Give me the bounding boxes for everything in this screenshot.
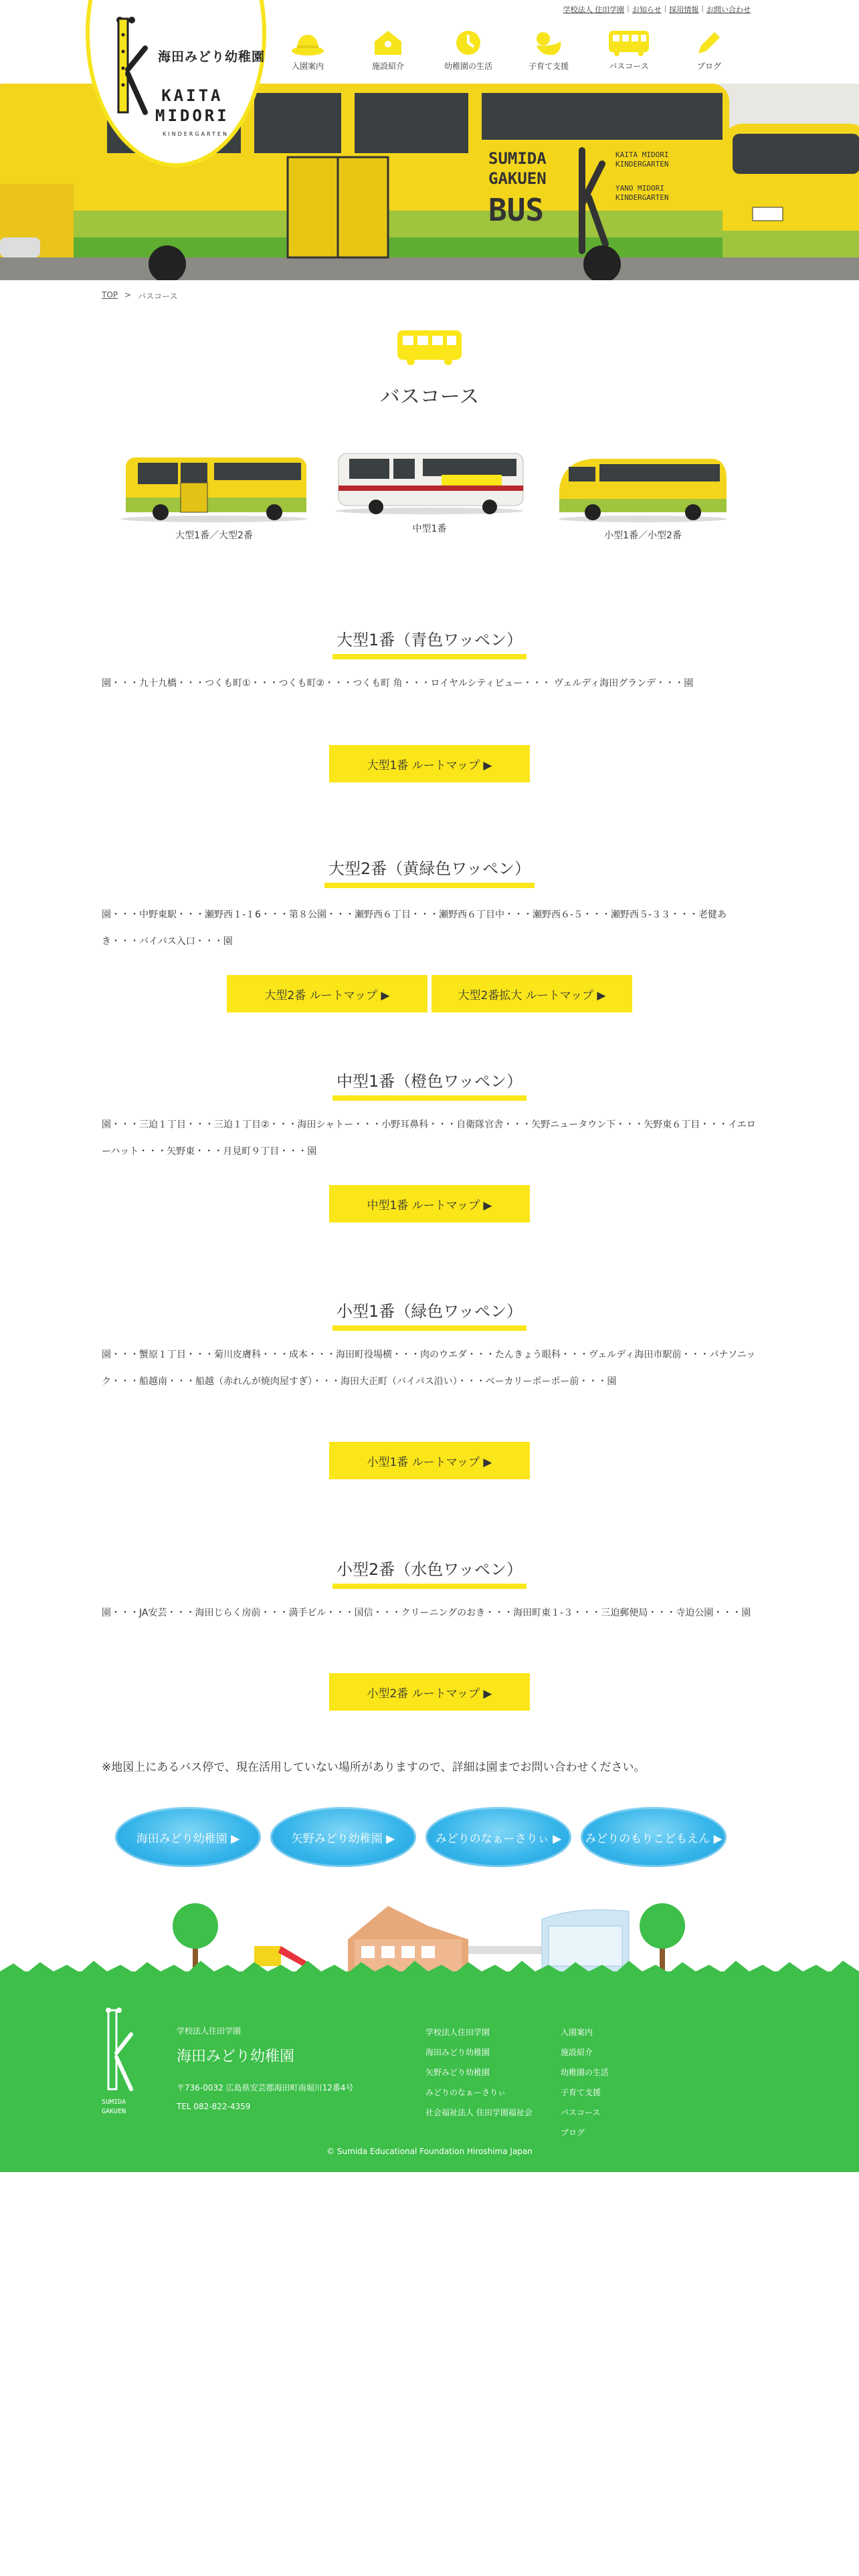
separator: | [701, 4, 704, 13]
route-stops-small-2: 園・・・JA安芸・・・海田じらく房前・・・満手ビル・・・国信・・・クリーニングのおき・・・海田町東１-３・・・三迫郵便局・・・寺迫公園・・・園 [102, 1608, 751, 1618]
svg-text:GAKUEN: GAKUEN [488, 169, 547, 188]
separator: | [627, 4, 630, 13]
logo-en-line: MIDORI [155, 106, 229, 125]
footer-link[interactable]: みどりのなぁーさりぃ [425, 2088, 506, 2097]
footer-link[interactable]: ブログ [561, 2128, 585, 2137]
utility-links [563, 4, 751, 15]
giraffe-logo-icon [110, 15, 151, 115]
bus-icon [607, 29, 650, 56]
nav-label: 施設紹介 [371, 62, 404, 71]
footer-postal-address: 〒736-0032 広島県安芸郡海田町南堀川12番4号 [177, 2083, 354, 2092]
breadcrumb-home-link[interactable]: TOP [102, 290, 118, 300]
route-buttons-large-1 [0, 745, 859, 782]
footer-giraffe-logo-icon [102, 2006, 155, 2120]
route-title-text: 小型1番（緑色ワッペン） [332, 1300, 527, 1331]
route-title-medium-1 [0, 1070, 859, 1101]
route-title-text: 大型1番（青色ワッペン） [332, 629, 527, 659]
route-buttons-small-2 [0, 1673, 859, 1711]
route-title-text: 小型2番（水色ワッペン） [332, 1558, 527, 1589]
link-midori-nursery[interactable]: みどりのなぁーさりぃ ▶ [425, 1807, 571, 1867]
route-title-small-1 [0, 1300, 859, 1331]
school-links [115, 1807, 727, 1867]
logo-en-line: KAITA [161, 86, 223, 105]
nav-label: 入園案内 [291, 62, 324, 71]
nav-label: バスコース [609, 62, 649, 71]
utility-link-foundation[interactable]: 学校法人 住田学園 [563, 5, 625, 14]
bus-stop-note: ※地図上にあるバス停で、現在活用していない場所がありますので、詳細は園までお問い合わせください。 [102, 1761, 646, 1774]
bus-caption: 中型1番 [412, 524, 447, 534]
svg-text:SUMIDA: SUMIDA [488, 149, 547, 168]
footer-address [177, 2078, 354, 2116]
bus-caption: 小型1番／小型2番 [604, 530, 682, 541]
nav-item-bus-course[interactable] [589, 25, 669, 72]
route-buttons-small-1 [0, 1442, 859, 1479]
copyright: © Sumida Educational Foundation Hiroshima Japan [326, 2147, 533, 2156]
bus-photo-small [553, 449, 733, 542]
bus-caption: 大型1番／大型2番 [175, 530, 253, 541]
breadcrumb [102, 290, 177, 302]
nav-item-daily-life[interactable] [428, 25, 508, 72]
svg-text:KINDERGARTEN: KINDERGARTEN [615, 193, 669, 202]
svg-text:SUMIDA: SUMIDA [102, 2099, 126, 2106]
svg-text:KAITA MIDORI: KAITA MIDORI [615, 150, 669, 159]
page-title: バスコース [379, 385, 480, 409]
global-nav [268, 25, 749, 72]
footer-link[interactable]: 幼稚園の生活 [561, 2068, 609, 2077]
nav-item-childcare-support[interactable] [508, 25, 589, 72]
route-map-enlarged-button[interactable]: 大型2番拡大 ルートマップ ▶ [432, 975, 632, 1012]
link-yano-midori[interactable]: 矢野みどり幼稚園 ▶ [270, 1807, 416, 1867]
nav-label: 幼稚園の生活 [444, 62, 492, 71]
link-midori-mori[interactable]: みどりのもりこどもえん ▶ [581, 1807, 727, 1867]
medium-bus-image [329, 449, 530, 516]
footer-link[interactable]: 入園案内 [561, 2028, 593, 2037]
route-map-button[interactable]: 小型2番 ルートマップ ▶ [329, 1673, 530, 1711]
breadcrumb-separator: > [124, 290, 132, 300]
route-stops-medium-1: 園・・・三迫１丁目・・・三迫１丁目②・・・海田シャトー・・・小野耳鼻科・・・自衛隊官舎・・・矢野ニュータウン下・・・矢野東６丁目・・・イエローハット・・・矢野東・・・月見町９丁目・・・園 [102, 1119, 756, 1157]
bus-photo-medium [329, 449, 530, 535]
logo-english-name [155, 86, 229, 126]
route-stops-large-2: 園・・・中野東駅・・・瀬野西１-１6・・・第８公園・・・瀬野西６丁目・・・瀬野西６丁目中・・・瀬野西６-５・・・瀬野西５-３３・・・老健あき・・・バイパス入口・・・園 [102, 909, 727, 947]
svg-text:YANO MIDORI: YANO MIDORI [615, 184, 664, 193]
footer-school-name: 海田みどり幼稚園 [177, 2048, 295, 2065]
svg-text:BUS: BUS [488, 192, 545, 228]
route-title-large-1 [0, 629, 859, 659]
route-buttons-medium-1 [0, 1185, 859, 1222]
footer-links-site [561, 2022, 609, 2143]
route-map-button[interactable]: 中型1番 ルートマップ ▶ [329, 1185, 530, 1222]
utility-link-recruit[interactable]: 採用情報 [669, 5, 699, 14]
nav-item-facilities[interactable] [348, 25, 428, 72]
large-bus-image [114, 449, 314, 523]
footer-link[interactable]: 社会福祉法人 住田学園福祉会 [425, 2108, 533, 2117]
bus-title-icon [396, 329, 463, 366]
footer-link[interactable]: 学校法人住田学園 [425, 2028, 490, 2037]
route-title-large-2 [0, 857, 859, 888]
footer-link[interactable]: 子育て支援 [561, 2088, 601, 2097]
route-map-button[interactable]: 小型1番 ルートマップ ▶ [329, 1442, 530, 1479]
nav-label: 子育て支援 [528, 62, 569, 71]
footer-link[interactable]: 海田みどり幼稚園 [425, 2048, 490, 2057]
footer-link[interactable]: バスコース [561, 2108, 601, 2117]
footer-tel: TEL 082-822-4359 [177, 2102, 251, 2111]
footer-link[interactable]: 施設紹介 [561, 2048, 593, 2057]
house-icon [373, 29, 403, 56]
svg-text:KINDERGARTEN: KINDERGARTEN [615, 160, 669, 169]
logo-kindergarten: KINDERGARTEN [163, 131, 229, 137]
separator: | [664, 4, 667, 13]
route-map-button[interactable]: 大型1番 ルートマップ ▶ [329, 745, 530, 782]
route-stops-large-1: 園・・・九十九橋・・・つくも町①・・・つくも町②・・・つくも町 角・・・ロイヤルシティビュー・・・ ヴェルディ海田グランデ・・・園 [102, 678, 694, 689]
route-stops-small-1: 園・・・蟹原１丁目・・・菊川皮膚科・・・成本・・・海田町役場横・・・肉のウエダ・・・たんきょう眼科・・・ヴェルディ海田市駅前・・・パナソニック・・・船越南・・・船越（赤れんが焼肉屋すぎ）・・・海田大正町（バイパス沿い）・・・ベーカリーポーポー前・・・園 [102, 1350, 756, 1387]
footer-corp: 学校法人住田学園 [177, 2026, 242, 2036]
small-bus-image [553, 449, 733, 523]
svg-text:GAKUEN: GAKUEN [102, 2108, 126, 2115]
nav-item-admission[interactable] [268, 25, 348, 72]
route-title-text: 大型2番（黄緑色ワッペン） [324, 857, 535, 888]
bus-photo-large [114, 449, 314, 542]
utility-link-news[interactable]: お知らせ [632, 5, 662, 14]
nav-label: ブログ [696, 62, 721, 71]
route-title-text: 中型1番（橙色ワッペン） [332, 1070, 527, 1101]
utility-link-contact[interactable]: お問い合わせ [706, 5, 751, 14]
bird-icon [534, 31, 563, 56]
route-title-small-2 [0, 1558, 859, 1589]
footer-link[interactable]: 矢野みどり幼稚園 [425, 2068, 490, 2077]
link-kaita-midori[interactable]: 海田みどり幼稚園 ▶ [115, 1807, 261, 1867]
pencil-icon [696, 29, 723, 56]
clock-icon [455, 29, 482, 56]
breadcrumb-current: バスコース [138, 292, 178, 301]
footer-links-group [425, 2022, 533, 2123]
hat-icon [291, 32, 324, 56]
logo-name: 海田みどり幼稚園 [158, 49, 266, 64]
route-map-button[interactable]: 大型2番 ルートマップ ▶ [227, 975, 427, 1012]
nav-item-blog[interactable] [669, 25, 749, 72]
route-buttons-large-2 [0, 975, 859, 1012]
